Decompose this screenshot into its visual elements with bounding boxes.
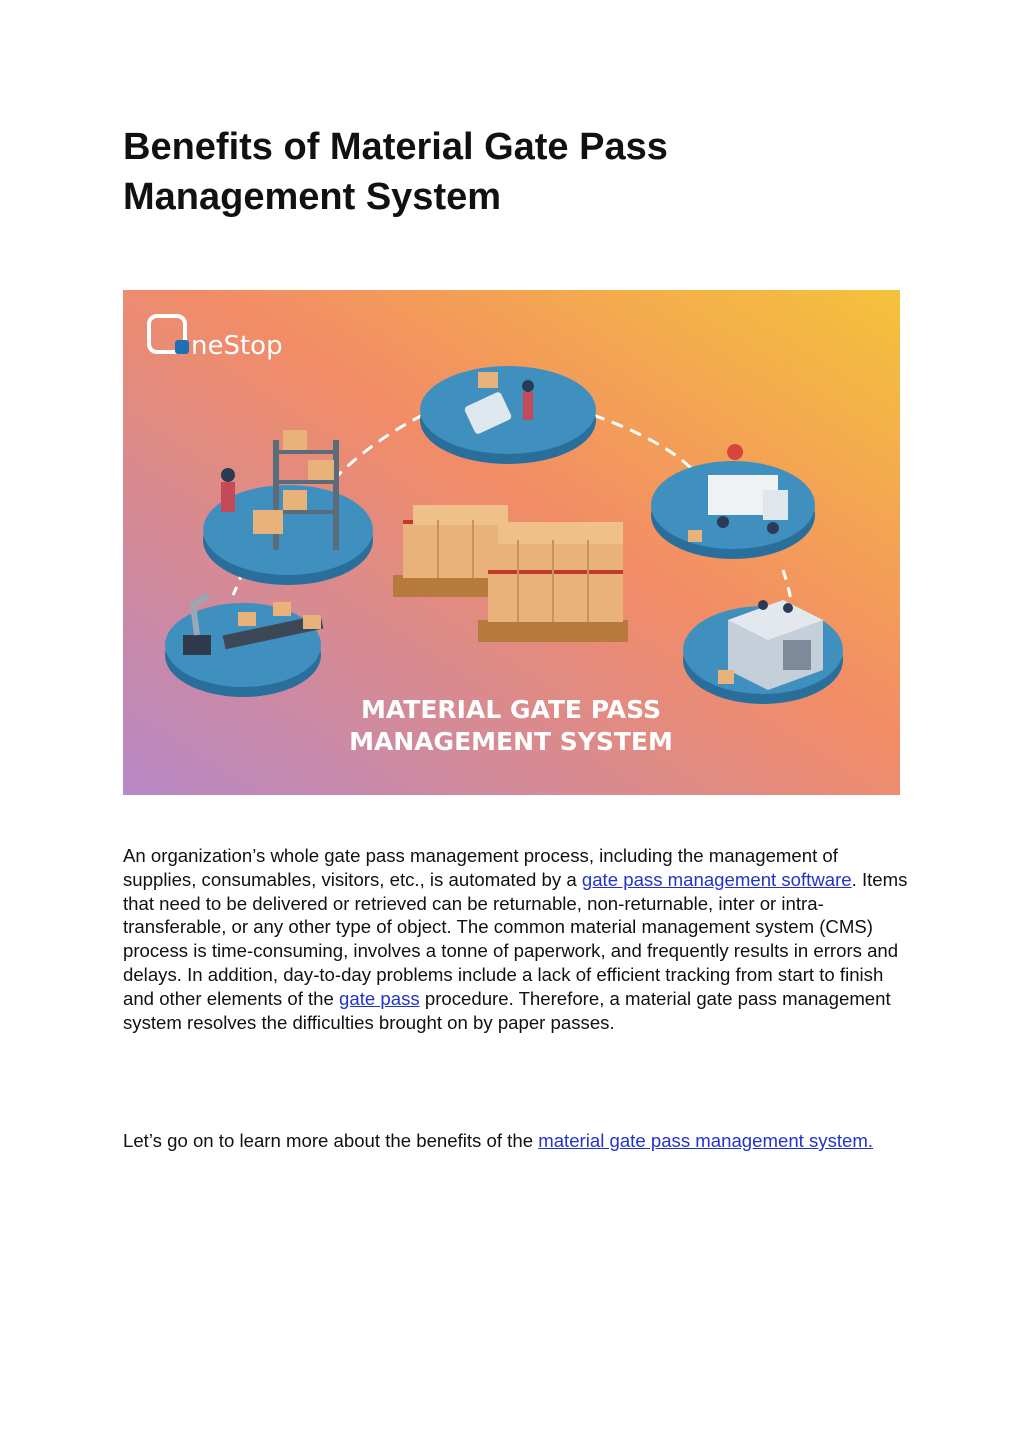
benefits-lead-paragraph [123,1129,913,1153]
intro-text-3: procedure. Therefore, a material gate pass management system resolves the difficulties brought on by paper passes. [123,987,891,1033]
intro-text-2: . Items that need to be delivered or retrieved can be returnable, non-returnable, inter or intra-transferable, or any other type of object. The common material management system (CMS) process is time-consuming, involves a tonne of paperwork, and frequently results in errors and delays. In addition, day-to-day problems include a lack of efficient tracking from start to finish and other elements of the [123,868,908,1009]
platform-top [420,366,596,464]
material-gate-pass-system-link[interactable]: material gate pass management system. [538,1130,874,1151]
banner-line2: MANAGEMENT SYSTEM [349,727,673,756]
hero-illustration-graphic [123,290,900,795]
intro-text-1: An organization’s whole gate pass management process, including the management of supplies, consumables, visitors, etc., is automated by a [123,845,838,890]
hero-illustration [123,290,900,795]
banner-line1: MATERIAL GATE PASS [361,695,661,724]
gate-pass-link[interactable]: gate pass [339,987,420,1009]
benefits-lead-text: Let’s go on to learn more about the benefits of the [123,1130,539,1151]
page-title: Benefits of Material Gate Pass Management System [123,126,668,218]
gate-pass-software-link[interactable]: gate pass management software [581,868,852,890]
intro-paragraph [123,844,913,1034]
logo-text: neStop [191,331,283,361]
